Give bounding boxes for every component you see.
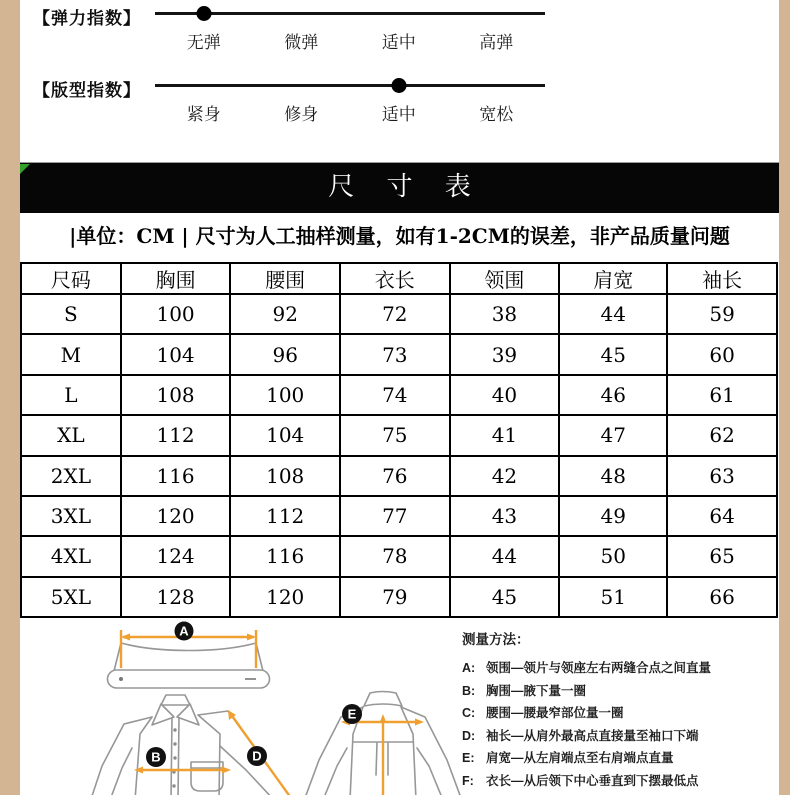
size-table-cell: 104: [230, 415, 340, 455]
size-table-column-header: 肩宽: [559, 263, 667, 294]
size-table-column-header: 衣长: [340, 263, 450, 294]
size-table-cell: 47: [559, 415, 667, 455]
size-table-cell: 38: [450, 294, 560, 334]
size-row-label: XL: [21, 415, 121, 455]
fit-scale-line: [155, 84, 545, 87]
size-table-cell: 44: [450, 536, 560, 576]
size-row-label: M: [21, 334, 121, 374]
size-table-body: [21, 294, 777, 617]
size-table-cell: 43: [450, 496, 560, 536]
measure-method-item: [462, 657, 774, 680]
elasticity_index-option-2: 微弹: [284, 33, 319, 52]
size-table-column-header: 腰围: [230, 263, 340, 294]
size-table-cell: 75: [340, 415, 450, 455]
size-table-cell: 72: [340, 294, 450, 334]
measure-method-item: [462, 702, 774, 725]
size-table-cell: 100: [230, 375, 340, 415]
measure-badge-e-icon: [342, 704, 362, 724]
size-table-header-row: [21, 263, 777, 294]
size-table-cell: 120: [121, 496, 231, 536]
size-table-cell: 96: [230, 334, 340, 374]
size-table-column-header: 领围: [450, 263, 560, 294]
size-table-cell: 79: [340, 577, 450, 617]
measure-item-text: 袖长—从肩外最高点直接量至袖口下端: [486, 728, 699, 743]
size-table-column-header: 胸围: [121, 263, 231, 294]
size-table-cell: 73: [340, 334, 450, 374]
fit-scale-dot-icon: [391, 78, 406, 93]
size-table-cell: 49: [559, 496, 667, 536]
measure-item-text: 领围—领片与领座左右两缝合点之间直量: [486, 661, 712, 675]
size-chart-banner: [20, 162, 779, 213]
elasticity-scale-line: [155, 12, 545, 15]
size-table-cell: 63: [667, 456, 777, 496]
front-shirt-diagram: [88, 690, 303, 795]
size-table-cell: 61: [667, 375, 777, 415]
fit_index-option-1: 紧身: [186, 105, 221, 124]
size-table-row: [21, 334, 777, 374]
size-table-cell: 92: [230, 294, 340, 334]
size-row-label: 3XL: [21, 496, 121, 536]
measure-item-text: 胸围—腋下量一圈: [486, 683, 587, 698]
measure-item-key: B:: [462, 683, 476, 698]
size-table-cell: 108: [230, 456, 340, 496]
measure-item-text: 肩宽—从左肩端点至右肩端点直量: [486, 751, 674, 765]
size-table-cell: 108: [121, 375, 231, 415]
size-row-label: L: [21, 375, 121, 415]
measure-method-item: [462, 680, 774, 703]
fit-scale-options: [155, 100, 545, 125]
measure-method-item: [462, 747, 774, 770]
fit-index-label: 【版型指数】: [33, 81, 141, 100]
size-table-cell: 120: [230, 577, 340, 617]
size-table-cell: 46: [559, 375, 667, 415]
size-row-label: 5XL: [21, 577, 121, 617]
fit_index-option-3: 适中: [381, 105, 416, 124]
size-row-label: 2XL: [21, 456, 121, 496]
measure-item-text: 腰围—腰最窄部位量一圈: [486, 706, 624, 720]
elasticity_index-option-1: 无弹: [186, 33, 221, 52]
elasticity_index-option-3: 适中: [381, 33, 416, 52]
size-table-column-header: 袖长: [667, 263, 777, 294]
size-table-cell: 116: [121, 456, 231, 496]
banner-corner-marker-icon: [20, 164, 30, 174]
size-table-cell: 45: [450, 577, 560, 617]
fit_index-option-2: 修身: [284, 105, 319, 124]
measure-item-text: 衣长—从后领下中心垂直到下摆最低点: [486, 773, 699, 788]
size-row-label: S: [21, 294, 121, 334]
size-table-cell: 104: [121, 334, 231, 374]
measure-item-key: C:: [462, 706, 476, 720]
size-table-cell: 112: [230, 496, 340, 536]
measure-badge-b-icon: [146, 747, 166, 767]
back-shirt-diagram: [295, 690, 470, 795]
size-table-cell: 40: [450, 375, 560, 415]
elasticity_index-option-4: 高弹: [479, 33, 514, 52]
size-table-row: [21, 456, 777, 496]
size-table-cell: 44: [559, 294, 667, 334]
svg-text:E: E: [347, 706, 357, 722]
fit-index-scale: [0, 74, 790, 136]
measure-item-key: D:: [462, 728, 476, 743]
size-table-row: [21, 415, 777, 455]
fit_index-option-4: 宽松: [479, 105, 514, 124]
size-table-header: [21, 263, 777, 294]
banner-title: 尺 寸 表: [328, 172, 483, 202]
size-table-cell: 60: [667, 334, 777, 374]
elasticity-index-label: 【弹力指数】: [33, 9, 141, 28]
measure-item-key: F:: [462, 773, 474, 788]
size-table-cell: 78: [340, 536, 450, 576]
measure-badge-a-icon: [175, 622, 194, 641]
size-table-cell: 42: [450, 456, 560, 496]
svg-text:B: B: [151, 749, 161, 765]
measure-method-list: [462, 657, 774, 792]
size-table-row: [21, 294, 777, 334]
size-row-label: 4XL: [21, 536, 121, 576]
svg-text:D: D: [252, 748, 262, 764]
measure-badge-d-icon: [247, 746, 267, 766]
size-table-cell: 66: [667, 577, 777, 617]
size-table-cell: 124: [121, 536, 231, 576]
size-table-cell: 100: [121, 294, 231, 334]
size-table-column-header: 尺码: [21, 263, 121, 294]
size-table-row: [21, 375, 777, 415]
measure-method-item: [462, 770, 774, 793]
size-table-row: [21, 536, 777, 576]
size-table-cell: 50: [559, 536, 667, 576]
size-table-cell: 128: [121, 577, 231, 617]
size-table-cell: 62: [667, 415, 777, 455]
size-table-cell: 39: [450, 334, 560, 374]
measure-method-title: 测量方法：: [462, 632, 530, 647]
size-table-cell: 76: [340, 456, 450, 496]
size-table-row: [21, 496, 777, 536]
elasticity-scale-options: [155, 28, 545, 53]
size-table-cell: 51: [559, 577, 667, 617]
size-table: [20, 262, 778, 618]
size-table-cell: 112: [121, 415, 231, 455]
size-table-cell: 65: [667, 536, 777, 576]
elasticity-scale-dot-icon: [196, 6, 211, 21]
size-table-cell: 64: [667, 496, 777, 536]
collar-diagram: [106, 620, 271, 696]
size-table-cell: 59: [667, 294, 777, 334]
size-table-row: [21, 577, 777, 617]
unit-note: |单位：CM | 尺寸为人工抽样测量，如有1-2CM的误差，非产品质量问题: [69, 224, 730, 248]
measure-method-item: [462, 725, 774, 748]
measure-method-block: [462, 628, 774, 792]
elasticity-index-scale: [0, 2, 790, 64]
measure-item-key: E:: [462, 751, 475, 765]
svg-text:A: A: [179, 623, 189, 639]
measure-item-key: A:: [462, 661, 476, 675]
size-table-cell: 45: [559, 334, 667, 374]
size-table-cell: 77: [340, 496, 450, 536]
size-table-cell: 116: [230, 536, 340, 576]
size-table-cell: 74: [340, 375, 450, 415]
size-table-cell: 41: [450, 415, 560, 455]
size-table-cell: 48: [559, 456, 667, 496]
